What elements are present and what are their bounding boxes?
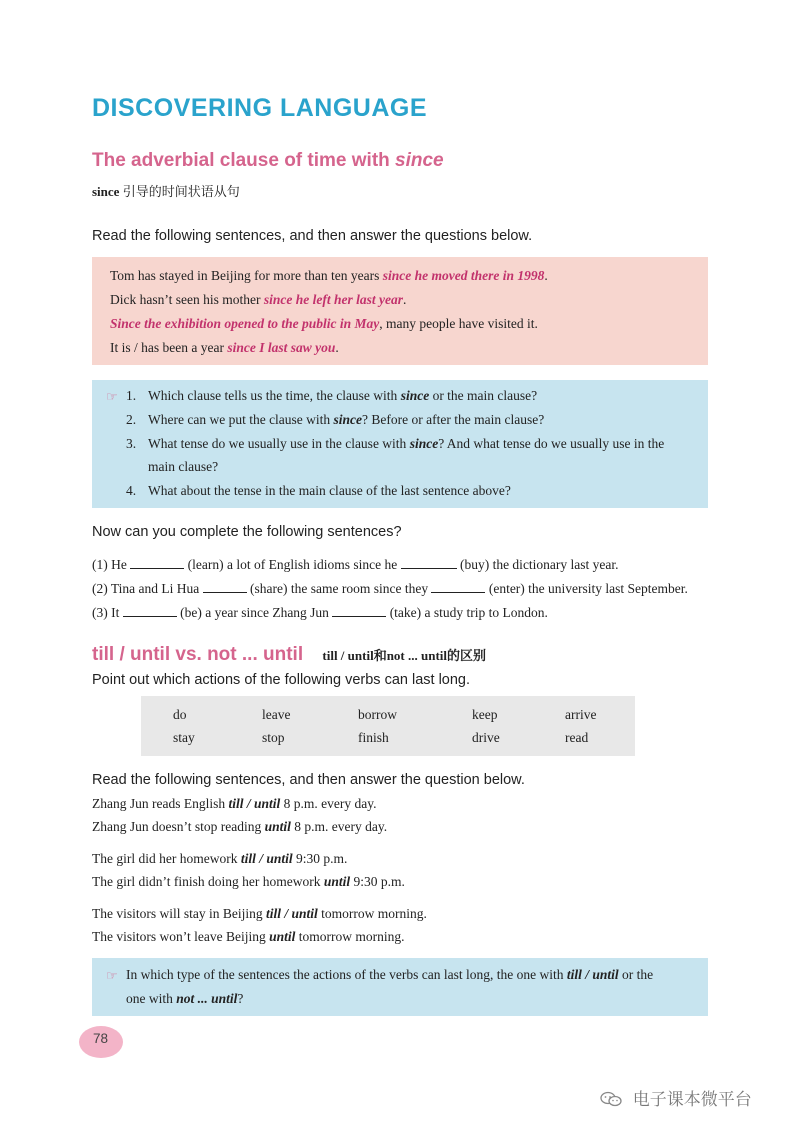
pointing-hand-icon: ☞ [106, 968, 118, 983]
question-text: or the [618, 967, 654, 982]
sentence-text: The visitors won’t leave Beijing [92, 929, 270, 944]
example-sentence-2 [110, 292, 406, 308]
verb-item: stay [173, 730, 195, 745]
verb-grid-box [141, 696, 635, 756]
page-number: 78 [93, 1031, 109, 1046]
answer-blank[interactable] [123, 604, 177, 617]
example-text: , many people have visited it. [379, 316, 538, 331]
question-emph: till / until [566, 967, 619, 982]
example-text: It is / has been a year [110, 340, 228, 355]
question-text: one with [126, 991, 177, 1006]
question-text: Where can we put the clause with [148, 412, 334, 427]
question-text: Which clause tells us the time, the clause with [148, 388, 401, 403]
section-1-title-emph: since [395, 150, 444, 171]
fill-in-2 [92, 580, 688, 597]
verb-item: keep [472, 707, 498, 722]
section-1-subtitle-en: since [92, 184, 120, 199]
answer-blank[interactable] [203, 580, 247, 593]
example-sentence-4 [110, 340, 339, 356]
section-1-title [92, 150, 444, 172]
section-2-instruction-2: Read the following sentences, and then answer the question below. [92, 772, 525, 788]
final-question-box [92, 958, 708, 1016]
example-text: . [402, 292, 407, 307]
fill-in-text: (take) a study trip to London. [389, 605, 548, 620]
question-text: ? Before or after the main clause? [362, 412, 545, 427]
section-1-subtitle-cn: 引导的时间状语从句 [119, 184, 240, 199]
verb-item: finish [358, 730, 389, 745]
section-2-title [92, 644, 486, 666]
sentence-emph: till / until [228, 796, 281, 811]
section-1-subtitle [92, 181, 240, 200]
section-2-subtitle-cn: 的区别 [447, 648, 487, 663]
sentence-line [92, 796, 377, 812]
fill-in-number: (2) [92, 581, 108, 596]
pointing-hand-icon: ☞ [106, 389, 118, 404]
verb-item: borrow [358, 707, 397, 722]
verb-item: do [173, 707, 187, 722]
example-text: Tom has stayed in Beijing for more than ten years [110, 268, 383, 283]
sentence-text: 8 p.m. every day. [280, 796, 377, 811]
complete-instruction: Now can you complete the following sentences? [92, 524, 402, 540]
example-sentence-1 [110, 268, 548, 284]
question-3 [126, 436, 664, 452]
fill-in-1 [92, 556, 619, 573]
sentence-text: Zhang Jun reads English [92, 796, 229, 811]
fill-in-number: (1) [92, 557, 108, 572]
question-text: What tense do we usually use in the clause with [148, 436, 410, 451]
sentence-emph: until [264, 819, 291, 834]
verb-item: arrive [565, 707, 597, 722]
answer-blank[interactable] [332, 604, 386, 617]
sentence-text: 8 p.m. every day. [290, 819, 388, 834]
example-highlight: Since the exhibition opened to the public in May [110, 316, 380, 331]
sentence-line [92, 929, 405, 945]
example-sentences-box [92, 257, 708, 365]
fill-in-text: Tina and Li Hua [110, 581, 200, 596]
sentence-emph: until [323, 874, 351, 889]
sentence-emph: till / until [266, 906, 318, 921]
main-heading: DISCOVERING LANGUAGE [92, 94, 428, 122]
sentence-text: 9:30 p.m. [350, 874, 405, 889]
question-4 [126, 483, 511, 499]
example-highlight: since he moved there in 1998 [382, 268, 545, 283]
question-1 [126, 388, 537, 404]
example-highlight: since he left her last year [263, 292, 403, 307]
sentence-text: tomorrow morning. [317, 906, 427, 921]
fill-in-number: (3) [92, 605, 108, 620]
question-2 [126, 412, 544, 428]
example-text: Dick hasn’t seen his mother [110, 292, 264, 307]
sentence-line [92, 906, 427, 922]
sentence-line [92, 819, 387, 835]
wechat-icon [600, 1090, 627, 1109]
question-text: main clause? [148, 459, 219, 474]
question-3-continued [148, 459, 218, 475]
answer-blank[interactable] [401, 556, 457, 569]
example-text: . [335, 340, 339, 355]
verb-item: drive [472, 730, 500, 745]
question-emph: since [333, 412, 363, 427]
sentence-text: 9:30 p.m. [292, 851, 348, 866]
question-number: 2. [126, 412, 137, 427]
watermark [600, 1085, 752, 1110]
question-number: 3. [126, 436, 137, 451]
verb-item: stop [262, 730, 285, 745]
example-highlight: since I last saw you [227, 340, 336, 355]
sentence-text: The girl didn’t finish doing her homework [92, 874, 324, 889]
sentence-text: The visitors will stay in Beijing [92, 906, 266, 921]
fill-in-text: (learn) a lot of English idioms since he [187, 557, 398, 572]
section-2-instruction: Point out which actions of the following verbs can last long. [92, 672, 471, 688]
final-question-line-2 [126, 991, 243, 1007]
fill-in-text: It [111, 605, 120, 620]
question-emph: since [400, 388, 430, 403]
section-2-subtitle-en: not ... until [386, 648, 448, 663]
sentence-emph: till / until [240, 851, 293, 866]
sentence-line [92, 851, 347, 867]
section-1-instruction: Read the following sentences, and then answer the questions below. [92, 228, 533, 244]
questions-box [92, 380, 708, 508]
sentence-emph: until [269, 929, 296, 944]
section-2-subtitle [322, 648, 486, 663]
question-text: ? [237, 991, 244, 1006]
fill-in-text: (be) a year since Zhang Jun [180, 605, 329, 620]
question-emph: since [409, 436, 439, 451]
fill-in-text: (share) the same room since they [250, 581, 429, 596]
sentence-text: Zhang Jun doesn’t stop reading [92, 819, 265, 834]
section-2-subtitle-cn: 和 [373, 648, 387, 663]
example-text: . [544, 268, 548, 283]
fill-in-3 [92, 604, 548, 621]
watermark-text: 电子课本微平台 [632, 1090, 752, 1109]
sentence-text: The girl did her homework [92, 851, 241, 866]
question-number: 1. [126, 388, 137, 403]
sentence-text: tomorrow morning. [295, 929, 405, 944]
question-emph: not ... until [176, 991, 238, 1006]
final-question-line-1 [126, 967, 653, 983]
verb-item: leave [262, 707, 291, 722]
section-2-subtitle-en: till / until [322, 648, 374, 663]
section-1-title-text: The adverbial clause of time with [92, 150, 396, 171]
answer-blank[interactable] [130, 556, 184, 569]
fill-in-text: (buy) the dictionary last year. [459, 557, 619, 572]
fill-in-text: (enter) the university last September. [488, 581, 688, 596]
sentence-line [92, 874, 405, 890]
question-number: 4. [126, 483, 137, 498]
section-2-title-text: till / until vs. not ... until [92, 644, 304, 665]
example-sentence-3 [110, 316, 538, 332]
fill-in-text: He [111, 557, 127, 572]
question-text: What about the tense in the main clause of the last sentence above? [148, 483, 511, 498]
question-text: or the main clause? [429, 388, 538, 403]
question-text: In which type of the sentences the actions of the verbs can last long, the one with [126, 967, 567, 982]
question-text: ? And what tense do we usually use in the [438, 436, 665, 451]
verb-item: read [565, 730, 589, 745]
answer-blank[interactable] [431, 580, 485, 593]
